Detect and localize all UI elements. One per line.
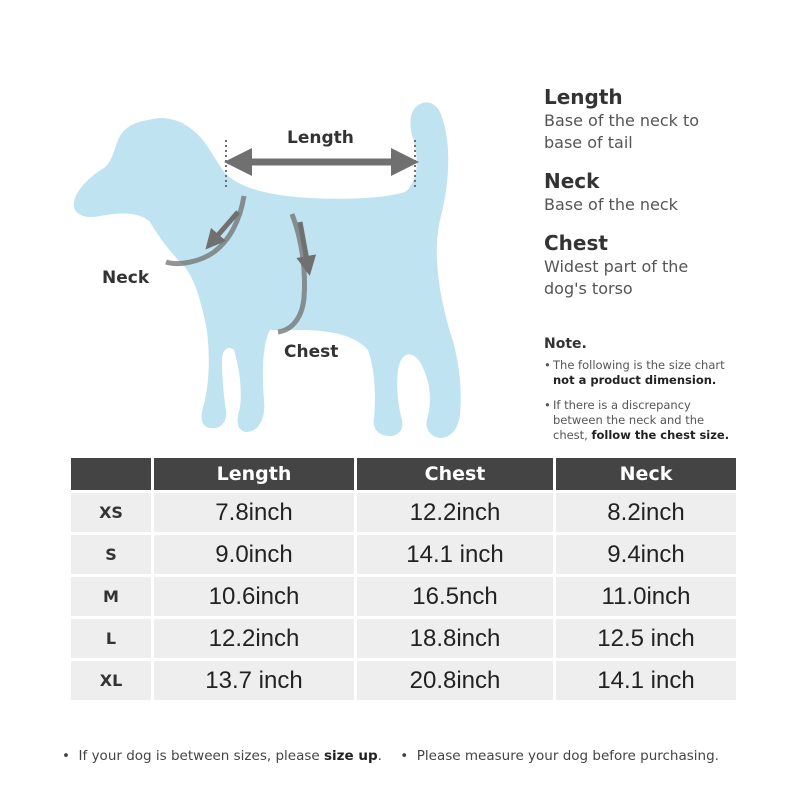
size-cell: S: [71, 535, 151, 574]
table-row: [71, 577, 736, 616]
chest-cell: 12.2inch: [357, 493, 553, 532]
definition-title: Chest: [544, 231, 608, 255]
definition-text: Widest part of the: [544, 257, 689, 276]
definition-title: Length: [544, 85, 623, 109]
size-cell: XL: [71, 661, 151, 700]
neck-cell: 14.1 inch: [556, 661, 736, 700]
chest-label: Chest: [284, 342, 339, 362]
table-header-neck: Neck: [556, 458, 736, 490]
neck-cell: 8.2inch: [556, 493, 736, 532]
chest-cell: 14.1 inch: [357, 535, 553, 574]
footer-bold-text: size up: [323, 748, 378, 764]
table-row: [71, 493, 736, 532]
definition-text: base of tail: [544, 133, 633, 152]
note-item-discrepancy: [544, 398, 794, 443]
definition-text: Base of the neck to: [544, 111, 700, 130]
table-row: [71, 661, 736, 700]
table-header-row: [71, 458, 736, 490]
chest-cell: 20.8inch: [357, 661, 553, 700]
definition-length: [544, 84, 794, 154]
definition-neck: [544, 168, 794, 216]
note-text: between the neck and the: [553, 413, 705, 427]
footer-item-size-up: • If your dog is between sizes, please size up.: [62, 748, 382, 764]
length-label: Length: [287, 128, 354, 148]
note-item-size-chart: [544, 358, 794, 388]
footer-text: If your dog is between sizes, please: [78, 748, 320, 764]
chest-cell: 16.5nch: [357, 577, 553, 616]
definition-text: dog's torso: [544, 279, 633, 298]
definition-title: Neck: [544, 169, 600, 193]
footer-item-measure: • Please measure your dog before purchasing.: [400, 748, 719, 764]
length-cell: 13.7 inch: [154, 661, 354, 700]
definition-chest: [544, 230, 794, 300]
footer-text: Please measure your dog before purchasing.: [416, 748, 719, 764]
size-cell: L: [71, 619, 151, 658]
length-cell: 9.0inch: [154, 535, 354, 574]
note-bold-text: follow the chest size.: [591, 428, 730, 442]
note-section: [544, 336, 794, 453]
table-header-length: Length: [154, 458, 354, 490]
note-bold-text: not a product dimension.: [553, 373, 717, 387]
note-text: If there is a discrepancy: [553, 398, 691, 412]
neck-cell: 12.5 inch: [556, 619, 736, 658]
size-chart-table: [68, 455, 739, 703]
table-row: [71, 535, 736, 574]
note-title: Note.: [544, 336, 587, 352]
table-row: [71, 619, 736, 658]
note-text: chest,: [553, 428, 588, 442]
neck-cell: 11.0inch: [556, 577, 736, 616]
table-header-chest: Chest: [357, 458, 553, 490]
footer-text: .: [377, 748, 382, 764]
length-cell: 12.2inch: [154, 619, 354, 658]
measurement-definitions: [544, 84, 794, 314]
size-cell: XS: [71, 493, 151, 532]
note-text: The following is the size chart: [553, 358, 725, 372]
footer-notes: [62, 748, 782, 764]
size-cell: M: [71, 577, 151, 616]
length-cell: 7.8inch: [154, 493, 354, 532]
definition-text: Base of the neck: [544, 195, 678, 214]
chest-cell: 18.8inch: [357, 619, 553, 658]
neck-cell: 9.4inch: [556, 535, 736, 574]
length-cell: 10.6inch: [154, 577, 354, 616]
table-header-corner: [71, 458, 151, 490]
neck-label: Neck: [102, 268, 150, 288]
